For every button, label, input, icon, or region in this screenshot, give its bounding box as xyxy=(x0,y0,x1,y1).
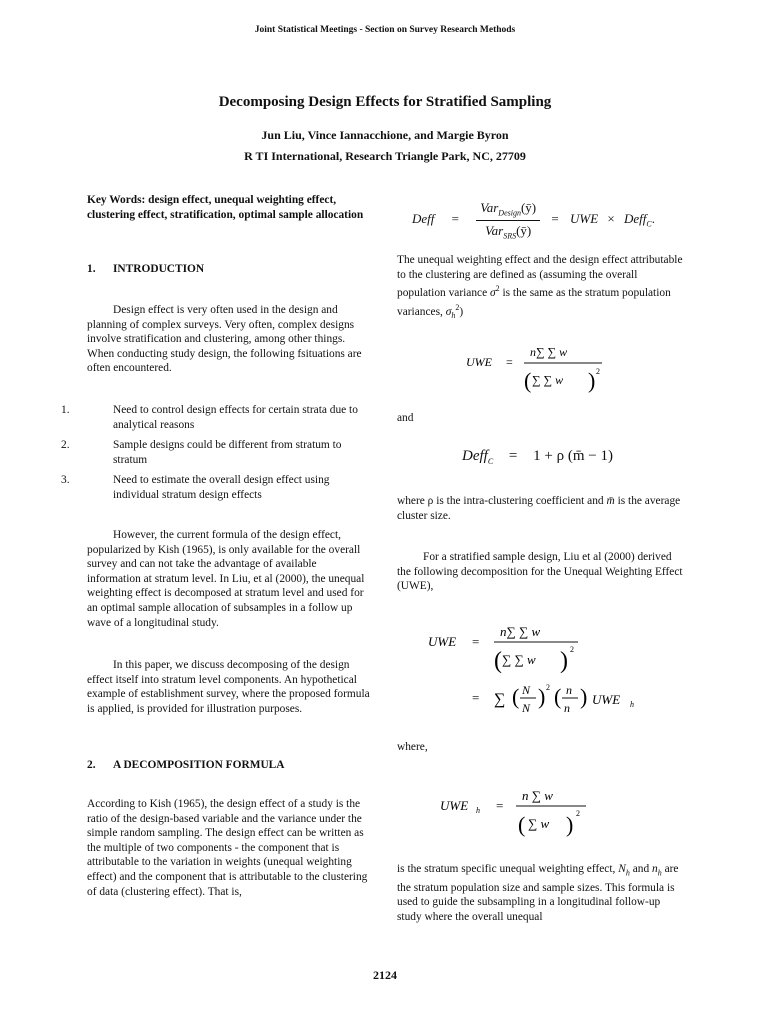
page-number: 2124 xyxy=(373,968,397,982)
svg-text:UWE: UWE xyxy=(440,798,469,813)
svg-text:∑ ∑ w: ∑ ∑ w xyxy=(532,373,564,387)
list-item: 1. Need to control design effects for certain strata due to analytical reasons xyxy=(61,404,358,431)
right-paragraph-1: The unequal weighting effect and the design effect attributable to the clustering are defined as (assuming the overall population variance $\sigma^2$ is the same as the stratum population variances, $\sigma_h^2$) xyxy=(397,254,683,320)
section-heading-introduction xyxy=(87,262,371,277)
section-heading-decomposition xyxy=(87,758,371,773)
svg-text:2: 2 xyxy=(546,683,550,692)
equation-uwe-graphic xyxy=(462,336,662,396)
svg-text:n: n xyxy=(564,701,570,715)
section-number: 1. xyxy=(87,263,96,275)
svg-text:UWE: UWE xyxy=(592,692,621,707)
svg-text:(: ( xyxy=(494,648,502,674)
list-item: 3. Need to estimate the overall design effect using individual stratum design effects xyxy=(61,474,330,501)
svg-text:=: = xyxy=(496,798,504,813)
svg-text:N: N xyxy=(522,683,531,697)
svg-text:∑ ∑ w: ∑ ∑ w xyxy=(502,652,536,667)
svg-text:2: 2 xyxy=(576,809,580,818)
keywords: Key Words: design effect, unequal weighting effect, clustering effect, stratification, optimal sample allocation xyxy=(87,194,364,221)
and-text: and xyxy=(397,412,414,424)
svg-text:(: ( xyxy=(524,368,532,393)
svg-text:): ) xyxy=(588,368,596,393)
svg-text:n: n xyxy=(566,683,572,697)
svg-text:n∑ ∑ w: n∑ ∑ w xyxy=(500,624,541,639)
equation-deff: Deff = $\frac{Var_{Design}(ȳ)}{Var_{SRS}(ȳ)}$ = UWE × Deff$_C$. xyxy=(412,200,655,241)
situation-list xyxy=(61,403,371,503)
equation-uwe-h-graphic xyxy=(440,778,610,840)
section-number: 2. xyxy=(87,759,96,771)
svg-text:2: 2 xyxy=(596,367,600,376)
equation-uwe-1 xyxy=(462,336,662,401)
section-title: INTRODUCTION xyxy=(113,263,205,275)
where-text: where, xyxy=(397,741,428,753)
intro-paragraph-1: Design effect is very often used in the design and planning of complex surveys. Very often, complex designs involve stratification and clustering, among other things. When conducting study design, the following fsituations are often encountered. xyxy=(87,304,362,375)
svg-text:(: ( xyxy=(518,812,526,837)
section-title: A DECOMPOSITION FORMULA xyxy=(113,759,285,771)
affiliation: R TI International, Research Triangle Park, NC, 27709 xyxy=(244,149,526,163)
where-rho-text: where ρ is the intra-clustering coefficient and m̄ is the average cluster size. xyxy=(397,495,681,522)
svg-text:n ∑ w: n ∑ w xyxy=(522,788,553,803)
svg-text:h: h xyxy=(476,806,480,815)
svg-text:UWE: UWE xyxy=(466,355,492,369)
equation-uwe-h xyxy=(440,778,610,845)
svg-text:(: ( xyxy=(554,684,562,709)
svg-text:UWE: UWE xyxy=(428,634,457,649)
svg-text:): ) xyxy=(538,684,546,709)
svg-text:=: = xyxy=(472,634,480,649)
svg-text:): ) xyxy=(560,648,568,674)
intro-paragraph-3: In this paper, we discuss decomposing of the design effect itself into stratum level components. An hypothetical example of establishment survey, where the proposed formula is applied, is provided for illustration purposes. xyxy=(87,659,370,715)
svg-text:=: = xyxy=(506,355,513,369)
authors: Jun Liu, Vince Iannacchione, and Margie Byron xyxy=(261,128,509,142)
equation-uwe-decomposition-graphic xyxy=(428,612,668,722)
svg-text:n∑ ∑ w: n∑ ∑ w xyxy=(530,345,568,359)
paper-title: Decomposing Design Effects for Stratified Sampling xyxy=(218,94,552,110)
svg-text:(: ( xyxy=(512,684,520,709)
svg-text:N: N xyxy=(522,701,531,715)
right-paragraph-2: For a stratified sample design, Liu et al (2000) derived the following decomposition for the Unequal Weighting Effect (UWE), xyxy=(397,551,683,593)
svg-text:h: h xyxy=(630,700,634,709)
right-paragraph-3: is the stratum specific unequal weighting effect, $N_h$ and $n_h$ are the stratum population size and sample sizes. This formula is used to guide the subsampling in a longitudinal follow-up study where the overall unequal xyxy=(397,863,679,924)
equation-uwe-decomposition xyxy=(428,612,668,727)
svg-text:∑ w: ∑ w xyxy=(528,816,550,831)
svg-text:∑: ∑ xyxy=(494,691,506,708)
list-item: 2. Sample designs could be different from stratum to stratum xyxy=(61,439,342,466)
svg-text:): ) xyxy=(580,684,588,709)
running-header: Joint Statistical Meetings - Section on Survey Research Methods xyxy=(254,25,516,35)
equation-deff-c: Deff$_C$ = 1 + ρ (m̄ − 1) xyxy=(462,448,613,466)
svg-text:2: 2 xyxy=(570,645,574,654)
svg-text:): ) xyxy=(566,812,574,837)
svg-text:=: = xyxy=(472,690,480,705)
section2-paragraph: According to Kish (1965), the design effect of a study is the ratio of the design-based variable and the variance under the simple random sampling. The design effect can be written as the multiple of two components - the component that is attributable to the variation in weights (unequal weighting effect) and the component that is attributable to the clustering of data (clustering effect). That is, xyxy=(87,798,368,898)
intro-paragraph-2: However, the current formula of the design effect, popularized by Kish (1965), is only available for the overall survey and can not take the advantage of available information at stratum level. In Liu, et al (2000), the unequal weighting effect is decomposed at stratum level and used for an optimal sample allocation of subsamples in a follow up wave of a longitudinal study. xyxy=(87,529,365,629)
